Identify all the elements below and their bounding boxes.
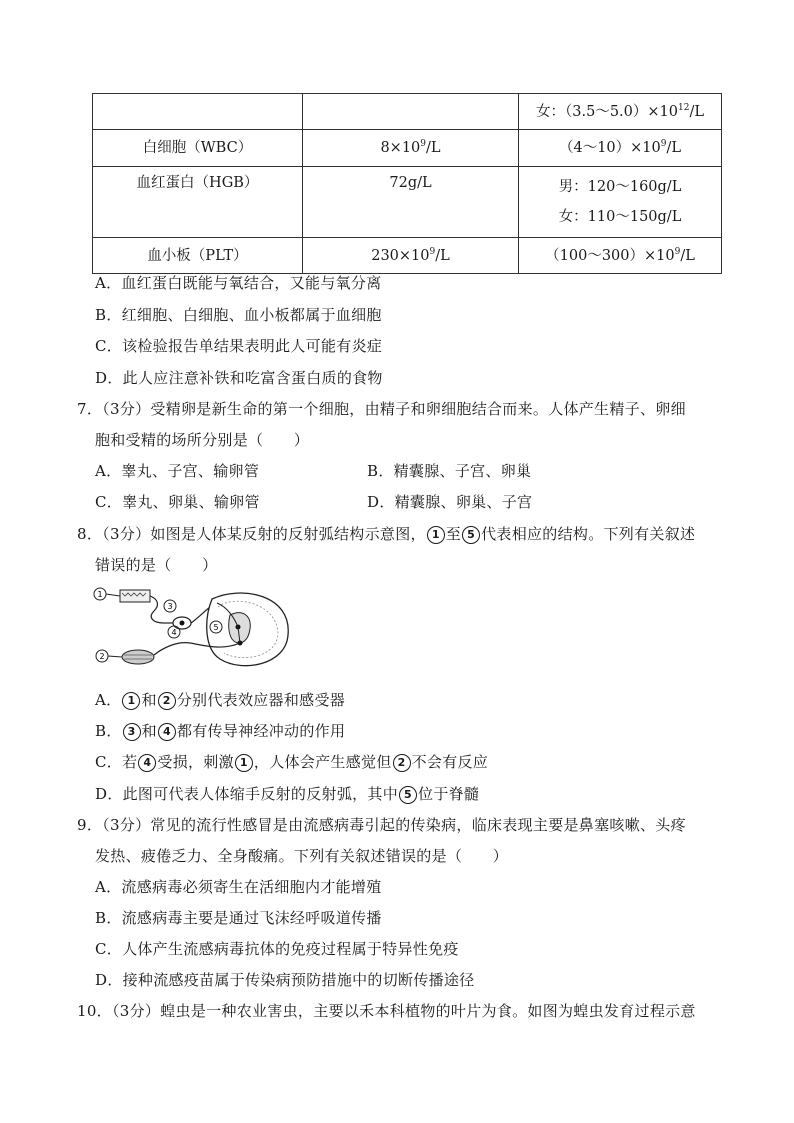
reflex-arc-diagram: [92, 585, 302, 675]
q6-option-c: C．该检验报告单结果表明此人可能有炎症: [95, 337, 383, 355]
q7-option-c: C．睾丸、卵巢、输卵管: [95, 493, 260, 511]
table-cell: 血小板（PLT）: [93, 238, 303, 274]
q9-option-b: B．流感病毒主要是通过飞沫经呼吸道传播: [95, 909, 382, 927]
q7-stem-line1: 7．（3分）受精卵是新生命的第一个细胞，由精子和卵细胞结合而来。人体产生精子、卵细: [77, 400, 686, 418]
table-row: [93, 94, 722, 130]
circled-number: 5: [399, 786, 417, 804]
table-cell: 白细胞（WBC）: [93, 130, 303, 167]
svg-text:2: 2: [99, 652, 105, 661]
svg-text:1: 1: [97, 590, 103, 599]
table-cell: [93, 94, 303, 130]
table-row: [93, 130, 722, 167]
table-cell: [519, 167, 722, 238]
svg-text:3: 3: [167, 602, 173, 611]
q6-option-b: B．红细胞、白细胞、血小板都属于血细胞: [95, 306, 382, 324]
table-cell: 血红蛋白（HGB）: [93, 167, 303, 238]
svg-text:4: 4: [171, 628, 177, 637]
table-cell: [303, 94, 519, 130]
circled-number: 2: [393, 754, 411, 772]
circled-number: 5: [462, 526, 480, 544]
table-cell: $230\times 10^9/L$: [303, 238, 519, 274]
q8-option-c: C．若 4 受损，刺激 1 ，人体会产生感觉但 2 不会有反应: [95, 753, 489, 771]
male-range: 男：120～160g/L: [558, 179, 682, 195]
circled-number: 3: [123, 723, 141, 741]
circled-number: 1: [122, 692, 140, 710]
q7-option-a: A．睾丸、子宫、输卵管: [95, 462, 260, 480]
table-row: [93, 238, 722, 274]
q9-stem-line2: 发热、疲倦乏力、全身酸痛。下列有关叙述错误的是（ ）: [95, 847, 509, 865]
blood-test-table: [92, 93, 722, 274]
q8-option-a: A． 1 和 2 分别代表效应器和感受器: [95, 691, 346, 709]
q9-option-a: A．流感病毒必须寄生在活细胞内才能增殖: [95, 878, 382, 896]
table-cell: $8\times 10^9/L$: [303, 130, 519, 167]
table-cell: 72g/L: [303, 167, 519, 238]
female-range: 女：110～150g/L: [558, 209, 682, 225]
q8-option-d: D．此图可代表人体缩手反射的反射弧，其中 5 位于脊髓: [95, 785, 480, 803]
q7-stem-line2: 胞和受精的场所分别是（ ）: [95, 431, 310, 449]
circled-number: 1: [235, 754, 253, 772]
circled-number: 2: [158, 692, 176, 710]
svg-text:5: 5: [213, 623, 219, 632]
q7-option-b: B．精囊腺、子宫、卵巢: [367, 462, 532, 480]
q9-option-c: C．人体产生流感病毒抗体的免疫过程属于特异性免疫: [95, 940, 459, 958]
table-cell: $(100\sim 300)\times 10^9/L$: [519, 238, 722, 274]
q8-stem-line1: 8．（3分）如图是人体某反射的反射弧结构示意图， 1 至 5 代表相应的结构。下列有关叙述: [77, 525, 696, 543]
q9-stem-line1: 9．（3分）常见的流行性感冒是由流感病毒引起的传染病，临床表现主要是鼻塞咳嗽、头疼: [77, 816, 686, 834]
circled-number: 4: [158, 723, 176, 741]
q8-option-b: B． 3 和 4 都有传导神经冲动的作用: [95, 722, 346, 740]
q6-option-a: A．血红蛋白既能与氧结合，又能与氧分离: [95, 274, 382, 292]
circled-number: 4: [138, 754, 156, 772]
circled-number: 1: [427, 526, 445, 544]
q8-stem-line2: 错误的是（ ）: [95, 556, 218, 574]
table-cell: $(4\sim 10)\times 10^9/L$: [519, 130, 722, 167]
table-cell: 女：$(3.5\sim 5.0)\times 10^{12}/L$: [519, 94, 722, 130]
q6-option-d: D．此人应注意补铁和吃富含蛋白质的食物: [95, 369, 383, 387]
q10-stem-line1: 10．（3分）蝗虫是一种农业害虫，主要以禾本科植物的叶片为食。如图为蝗虫发育过程示意: [77, 1002, 696, 1020]
table-row: [93, 167, 722, 238]
q9-option-d: D．接种流感疫苗属于传染病预防措施中的切断传播途径: [95, 971, 475, 989]
q7-option-d: D．精囊腺、卵巢、子宫: [367, 493, 533, 511]
